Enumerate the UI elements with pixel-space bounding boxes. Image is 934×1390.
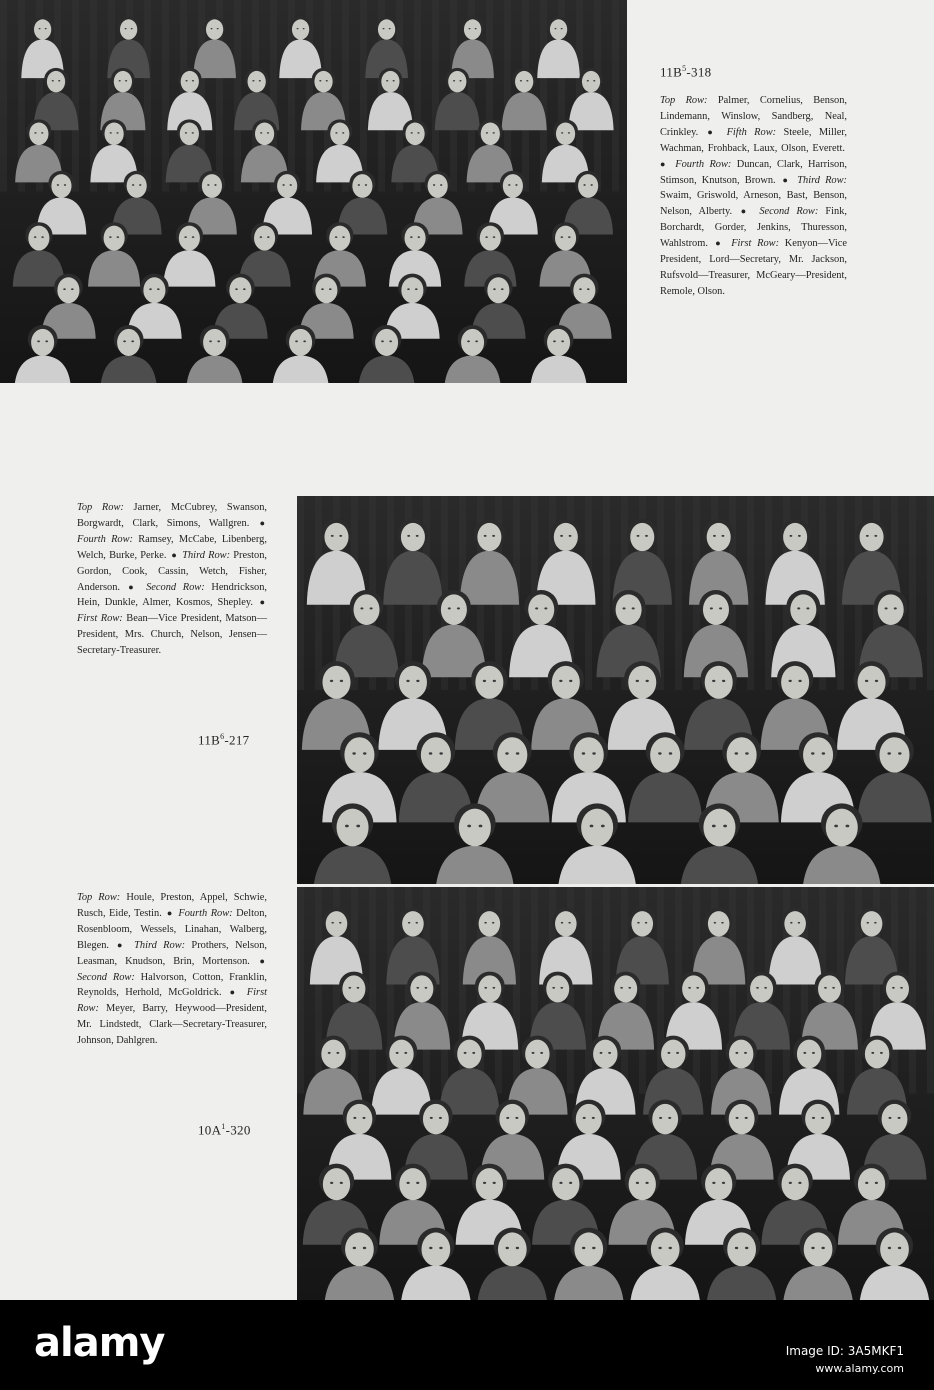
row-names: Preston, Gordon, Cook, Cassin, Wetch, Fisher, Anderson. <box>77 549 268 593</box>
row-separator-bullet: ● <box>709 238 730 249</box>
row-names: Kenyon—Vice President, Lord—Secretary, Mr. Jackson, Rufsvold—Treasurer, McGeary—President, Remole, Olson. <box>660 238 848 297</box>
row-names: Houle, Preston, Appel, Schwie, Rusch, Eide, Testin. <box>77 892 267 919</box>
row-label: Top Row: <box>77 502 124 513</box>
row-separator-bullet: ● <box>700 126 725 137</box>
group-photo-drawing <box>297 887 934 1300</box>
row-label: Fifth Row: <box>726 126 777 138</box>
row-separator-bullet: ● <box>660 158 674 169</box>
row-label: First Row: <box>77 613 123 625</box>
row-names: Halvorson, Cotton, Franklin, Reynolds, Herhold, McGoldrick. <box>77 971 267 999</box>
class-photo-10a1 <box>297 887 934 1300</box>
class-code-11b6: $11B^6-217$ <box>198 732 250 748</box>
alamy-logo: alamy <box>34 1320 165 1366</box>
row-label: Fourth Row: <box>77 533 134 545</box>
class-code-11b5: $11B^5-318$ <box>660 64 712 80</box>
row-names: Steele, Miller, Wachman, Frohback, Laux, Olson, Everett. <box>660 126 847 154</box>
row-separator-bullet: ● <box>168 549 181 560</box>
row-label: Second Row: <box>146 581 205 593</box>
row-names: Palmer, Cornelius, Benson, Lindemann, Winslow, Sandberg, Neal, Crinkley. <box>660 95 847 138</box>
stock-footer-bar <box>0 1300 934 1390</box>
row-names: Duncan, Clark, Harrison, Stimson, Knutson, Brown. <box>660 158 847 186</box>
row-label: Fourth Row: <box>675 158 732 170</box>
group-photo-drawing <box>297 496 934 884</box>
row-separator-bullet: ● <box>251 517 266 528</box>
row-names: Meyer, Barry, Heywood—President, Mr. Lindstedt, Clark—Secretary-Treasurer, Johnson, Dahlgren. <box>77 1003 267 1047</box>
row-separator-bullet: ● <box>111 939 133 950</box>
caption-11b6 <box>77 500 267 659</box>
row-label: First Row: <box>77 987 268 1015</box>
row-separator-bullet: ● <box>163 907 177 918</box>
class-code-10a1: $10A^1-320$ <box>198 1122 251 1138</box>
row-label: Top Row: <box>660 95 708 106</box>
row-names: Bean—Vice President, Matson—President, Mrs. Church, Nelson, Jensen—Secretary-Treasurer. <box>77 613 267 657</box>
row-label: Third Row: <box>134 939 186 951</box>
row-separator-bullet: ● <box>777 174 796 185</box>
row-separator-bullet: ● <box>734 206 758 217</box>
row-separator-bullet: ● <box>254 597 265 608</box>
row-label: Second Row: <box>77 971 135 983</box>
row-names: Hendrickson, Hein, Dunkle, Almer, Kosmos, Shepley. <box>77 581 268 609</box>
row-label: Second Row: <box>759 206 819 218</box>
site-url-text: www.alamy.com <box>815 1362 904 1375</box>
group-photo-drawing <box>0 0 627 383</box>
image-id-text: Image ID: 3A5MKF1 <box>785 1344 904 1358</box>
row-separator-bullet: ● <box>223 987 245 998</box>
row-label: Third Row: <box>797 174 848 186</box>
row-names: Ramsey, McCabe, Libenberg, Welch, Burke, Perke. <box>77 533 267 561</box>
class-photo-11b6 <box>297 496 934 884</box>
row-label: Top Row: <box>77 892 121 903</box>
caption-11b5 <box>660 93 847 300</box>
row-label: Fourth Row: <box>178 907 233 919</box>
class-photo-11b5 <box>0 0 627 383</box>
row-names: Delton, Rosenbloom, Wessels, Linahan, Walberg, Blegen. <box>77 907 267 951</box>
row-names: Jarner, McCubrey, Swanson, Borgwardt, Clark, Simons, Wallgren. <box>77 502 268 529</box>
row-names: Fink, Borchardt, Gorder, Jenkins, Thuresson, Wahlstrom. <box>660 206 847 250</box>
row-names: Swaim, Griswold, Arneson, Bast, Benson, Nelson, Alberty. <box>660 190 847 218</box>
row-label: First Row: <box>731 238 780 250</box>
row-names: Prothers, Nelson, Leasman, Knudson, Brin, Mortenson. <box>77 939 267 967</box>
row-separator-bullet: ● <box>251 955 265 966</box>
caption-10a1 <box>77 890 267 1049</box>
row-separator-bullet: ● <box>122 581 145 592</box>
row-label: Third Row: <box>182 549 231 561</box>
